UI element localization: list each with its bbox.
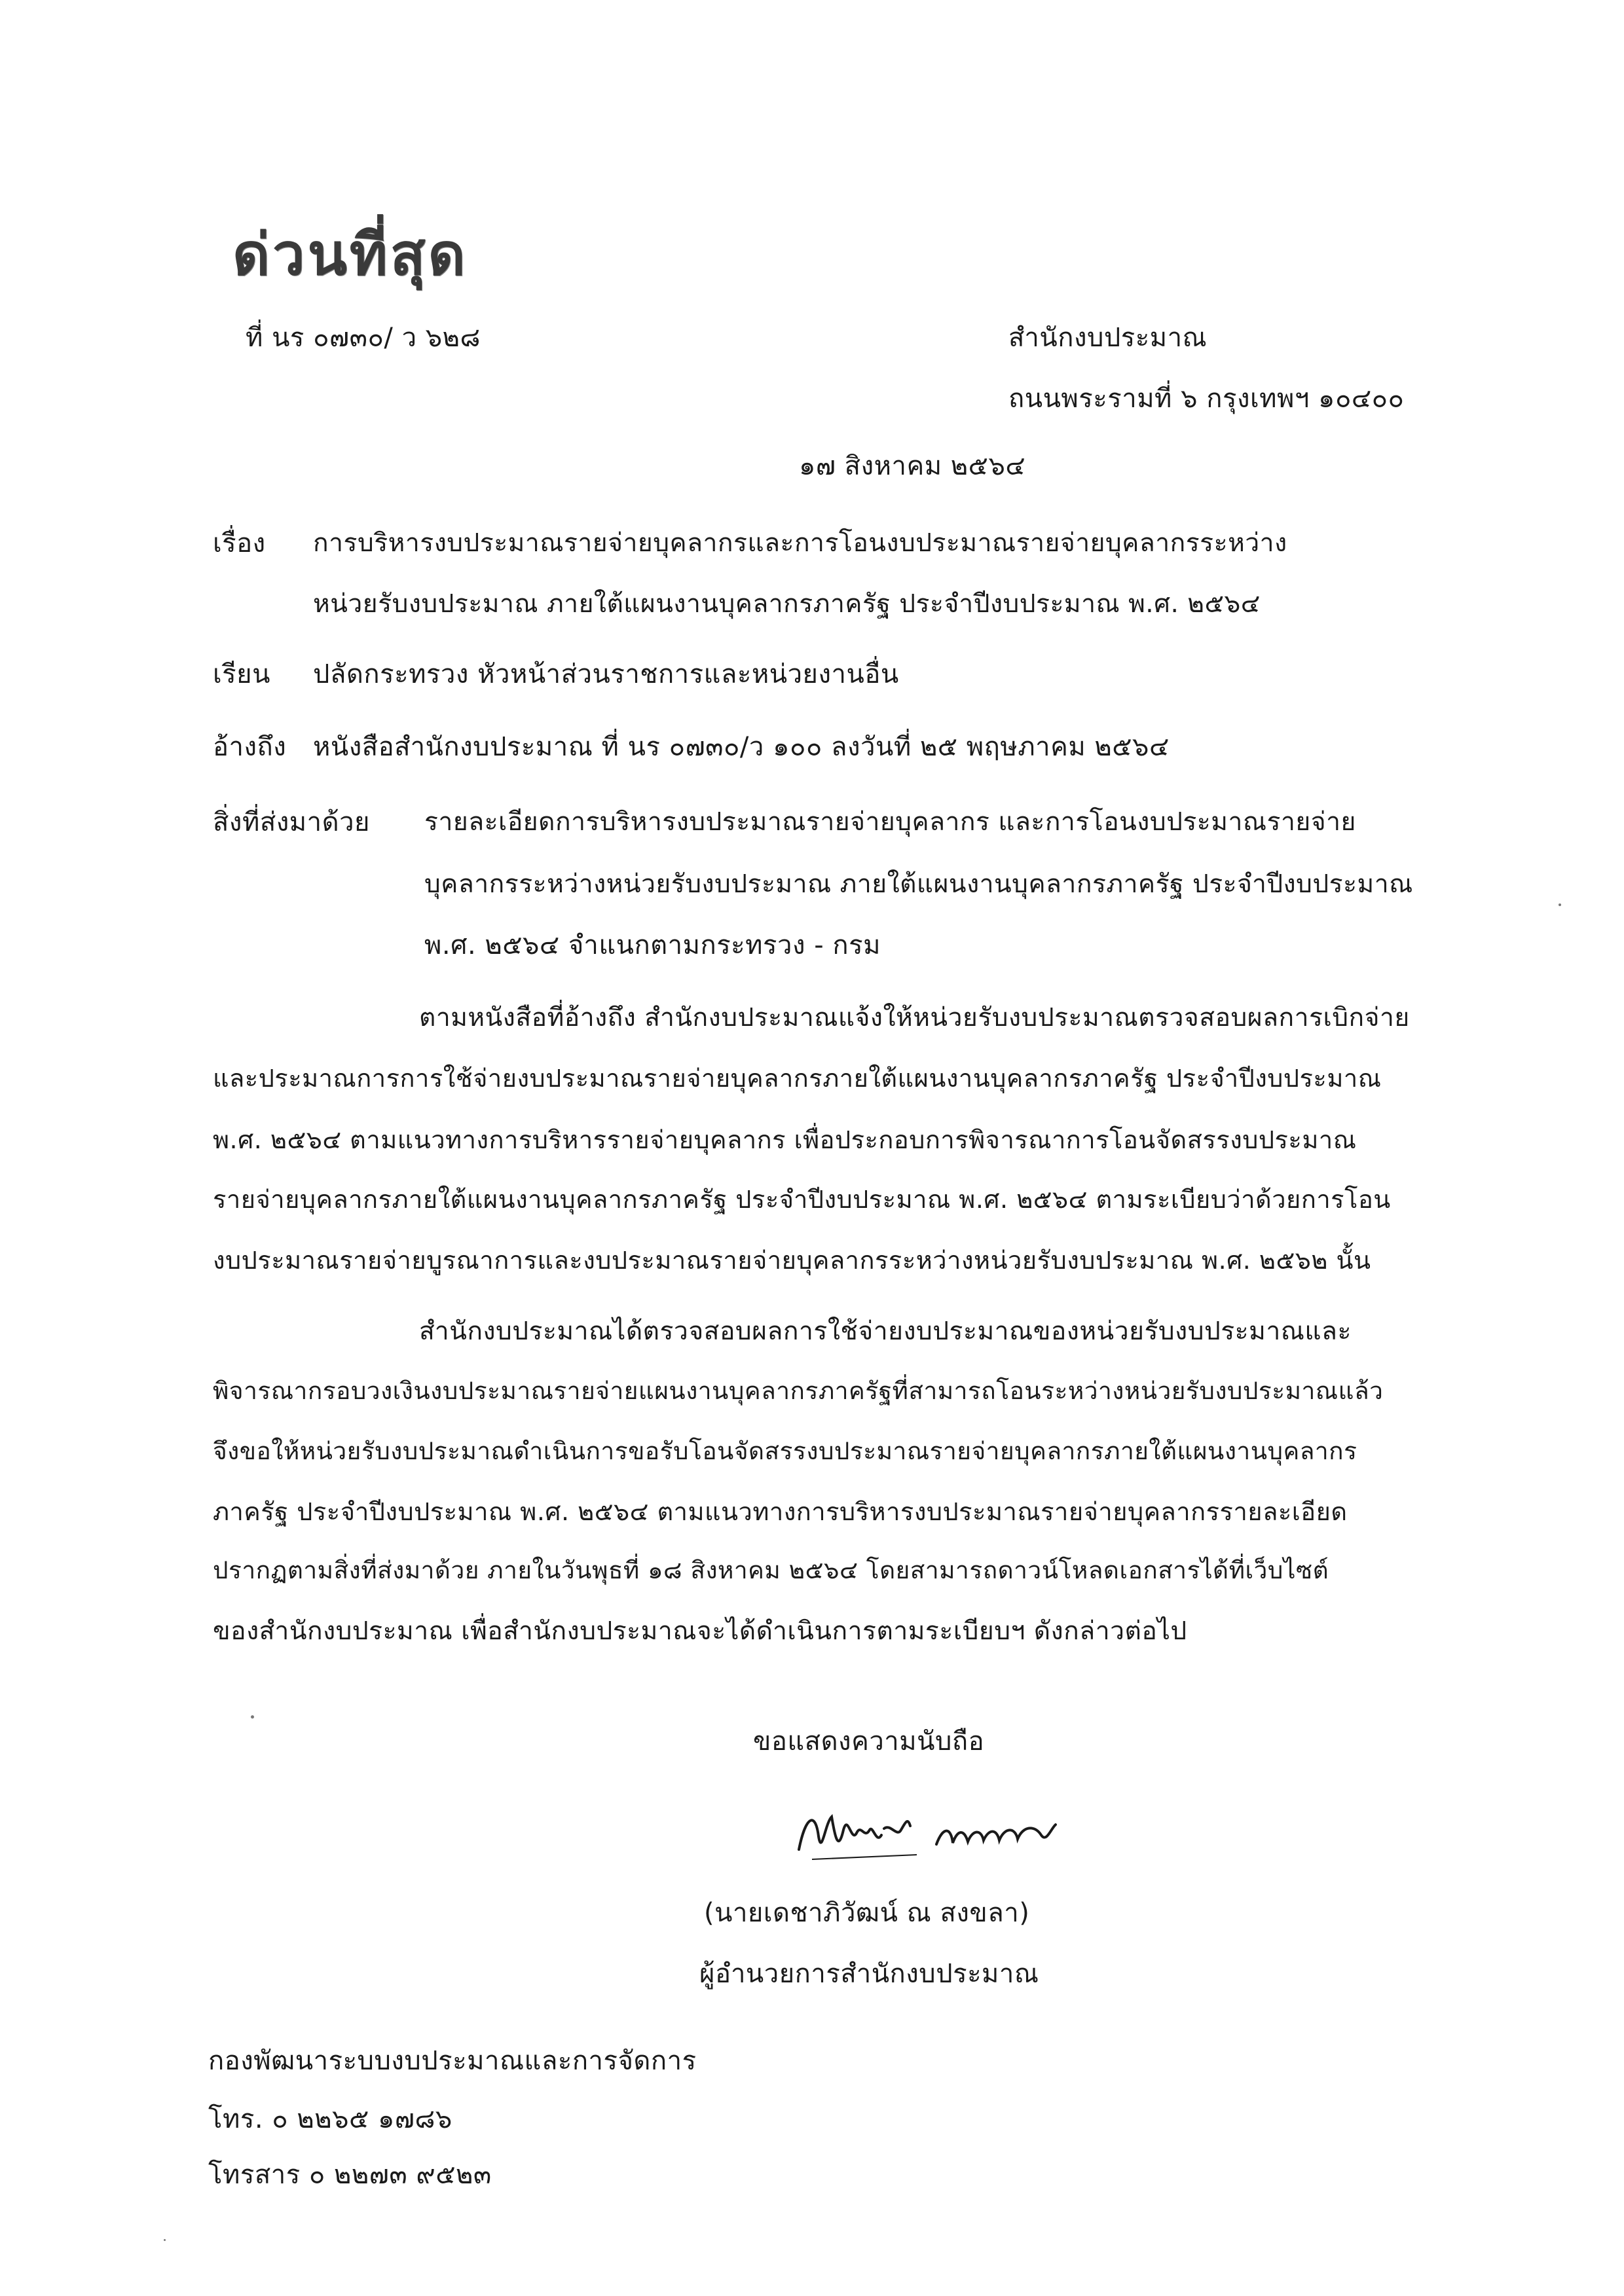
- enclosure-line: รายละเอียดการบริหารงบประมาณรายจ่ายบุคลากร และการโอนงบประมาณรายจ่าย: [424, 807, 1356, 837]
- enclosure-line: บุคลากรระหว่างหน่วยรับงบประมาณ ภายใต้แผนงานบุคลากรภาครัฐ ประจำปีงบประมาณ: [424, 869, 1413, 899]
- body-paragraph-1-line: พ.ศ. ๒๕๖๔ ตามแนวทางการบริหารรายจ่ายบุคลากร เพื่อประกอบการพิจารณาการโอนจัดสรรงบประมาณ: [213, 1125, 1357, 1154]
- body-paragraph-2-line: ปรากฏตามสิ่งที่ส่งมาด้วย ภายในวันพุธที่ ๑๘ สิงหาคม ๒๕๖๔ โดยสามารถดาวน์โหลดเอกสารได้ที่เว็บไซต์: [213, 1556, 1329, 1584]
- signature-image: [786, 1797, 1074, 1869]
- body-paragraph-2-line: สำนักงบประมาณได้ตรวจสอบผลการใช้จ่ายงบประมาณของหน่วยรับงบประมาณและ: [419, 1317, 1352, 1346]
- subject-label: เรื่อง: [213, 528, 266, 558]
- enclosure-label: สิ่งที่ส่งมาด้วย: [213, 807, 370, 837]
- body-paragraph-1-line: ตามหนังสือที่อ้างถึง สำนักงบประมาณแจ้งให้หน่วยรับงบประมาณตรวจสอบผลการเบิกจ่าย: [419, 1003, 1410, 1032]
- scan-speck: [1559, 903, 1561, 906]
- letter-date: ๑๗ สิงหาคม ๒๕๖๔: [799, 451, 1026, 481]
- sender-address: ถนนพระรามที่ ๖ กรุงเทพฯ ๑๐๔๐๐: [1008, 384, 1405, 414]
- subject-line-2: หน่วยรับงบประมาณ ภายใต้แผนงานบุคลากรภาครัฐ ประจำปีงบประมาณ พ.ศ. ๒๕๖๔: [313, 589, 1261, 619]
- reference-text: หนังสือสำนักงบประมาณ ที่ นร ๐๗๓๐/ว ๑๐๐ ลงวันที่ ๒๕ พฤษภาคม ๒๕๖๔: [313, 732, 1170, 762]
- body-paragraph-2-line: จึงขอให้หน่วยรับงบประมาณดำเนินการขอรับโอนจัดสรรงบประมาณรายจ่ายบุคลากรภายใต้แผนงานบุคลากร: [213, 1437, 1357, 1465]
- body-paragraph-2-line: ภาครัฐ ประจำปีงบประมาณ พ.ศ. ๒๕๖๔ ตามแนวทางการบริหารงบประมาณรายจ่ายบุคลากรรายละเอียด: [213, 1497, 1348, 1526]
- sender-office: สำนักงบประมาณ: [1008, 323, 1208, 353]
- salutation-text: ปลัดกระทรวง หัวหน้าส่วนราชการและหน่วยงานอื่น: [313, 659, 899, 689]
- body-paragraph-1-line: งบประมาณรายจ่ายบูรณาการและงบประมาณรายจ่ายบุคลากรระหว่างหน่วยรับงบประมาณ พ.ศ. ๒๕๖๒ นั้น: [213, 1246, 1371, 1275]
- signer-title: ผู้อำนวยการสำนักงบประมาณ: [699, 1959, 1039, 1989]
- closing-phrase: ขอแสดงความนับถือ: [753, 1726, 985, 1757]
- footer-fax: โทรสาร ๐ ๒๒๗๓ ๙๕๒๓: [208, 2160, 492, 2190]
- scan-speck: [164, 2239, 166, 2241]
- subject-line-1: การบริหารงบประมาณรายจ่ายบุคลากรและการโอนงบประมาณรายจ่ายบุคลากรระหว่าง: [313, 528, 1287, 558]
- signer-name: (นายเดชาภิวัฒน์ ณ สงขลา): [704, 1898, 1030, 1928]
- scan-speck: [251, 1715, 254, 1719]
- document-number: ที่ นร ๐๗๓๐/ ว ๖๒๘: [246, 323, 481, 353]
- urgency-stamp: ด่วนที่สุด: [232, 221, 468, 288]
- body-paragraph-2-line: ของสำนักงบประมาณ เพื่อสำนักงบประมาณจะได้ดำเนินการตามระเบียบฯ ดังกล่าวต่อไป: [213, 1616, 1187, 1646]
- body-paragraph-1-line: รายจ่ายบุคลากรภายใต้แผนงานบุคลากรภาครัฐ ประจำปีงบประมาณ พ.ศ. ๒๕๖๔ ตามระเบียบว่าด้วยการโอน: [213, 1185, 1391, 1214]
- footer-telephone: โทร. ๐ ๒๒๖๕ ๑๗๘๖: [208, 2104, 452, 2134]
- footer-division: กองพัฒนาระบบงบประมาณและการจัดการ: [208, 2046, 697, 2076]
- body-paragraph-2-line: พิจารณากรอบวงเงินงบประมาณรายจ่ายแผนงานบุคลากรภาครัฐที่สามารถโอนระหว่างหน่วยรับงบประมาณแล้ว: [213, 1377, 1384, 1405]
- enclosure-line: พ.ศ. ๒๕๖๔ จำแนกตามกระทรวง - กรม: [424, 930, 881, 960]
- salutation-label: เรียน: [213, 659, 270, 689]
- reference-label: อ้างถึง: [213, 732, 287, 762]
- body-paragraph-1-line: และประมาณการการใช้จ่ายงบประมาณรายจ่ายบุคลากรภายใต้แผนงานบุคลากรภาครัฐ ประจำปีงบประมาณ: [213, 1064, 1382, 1093]
